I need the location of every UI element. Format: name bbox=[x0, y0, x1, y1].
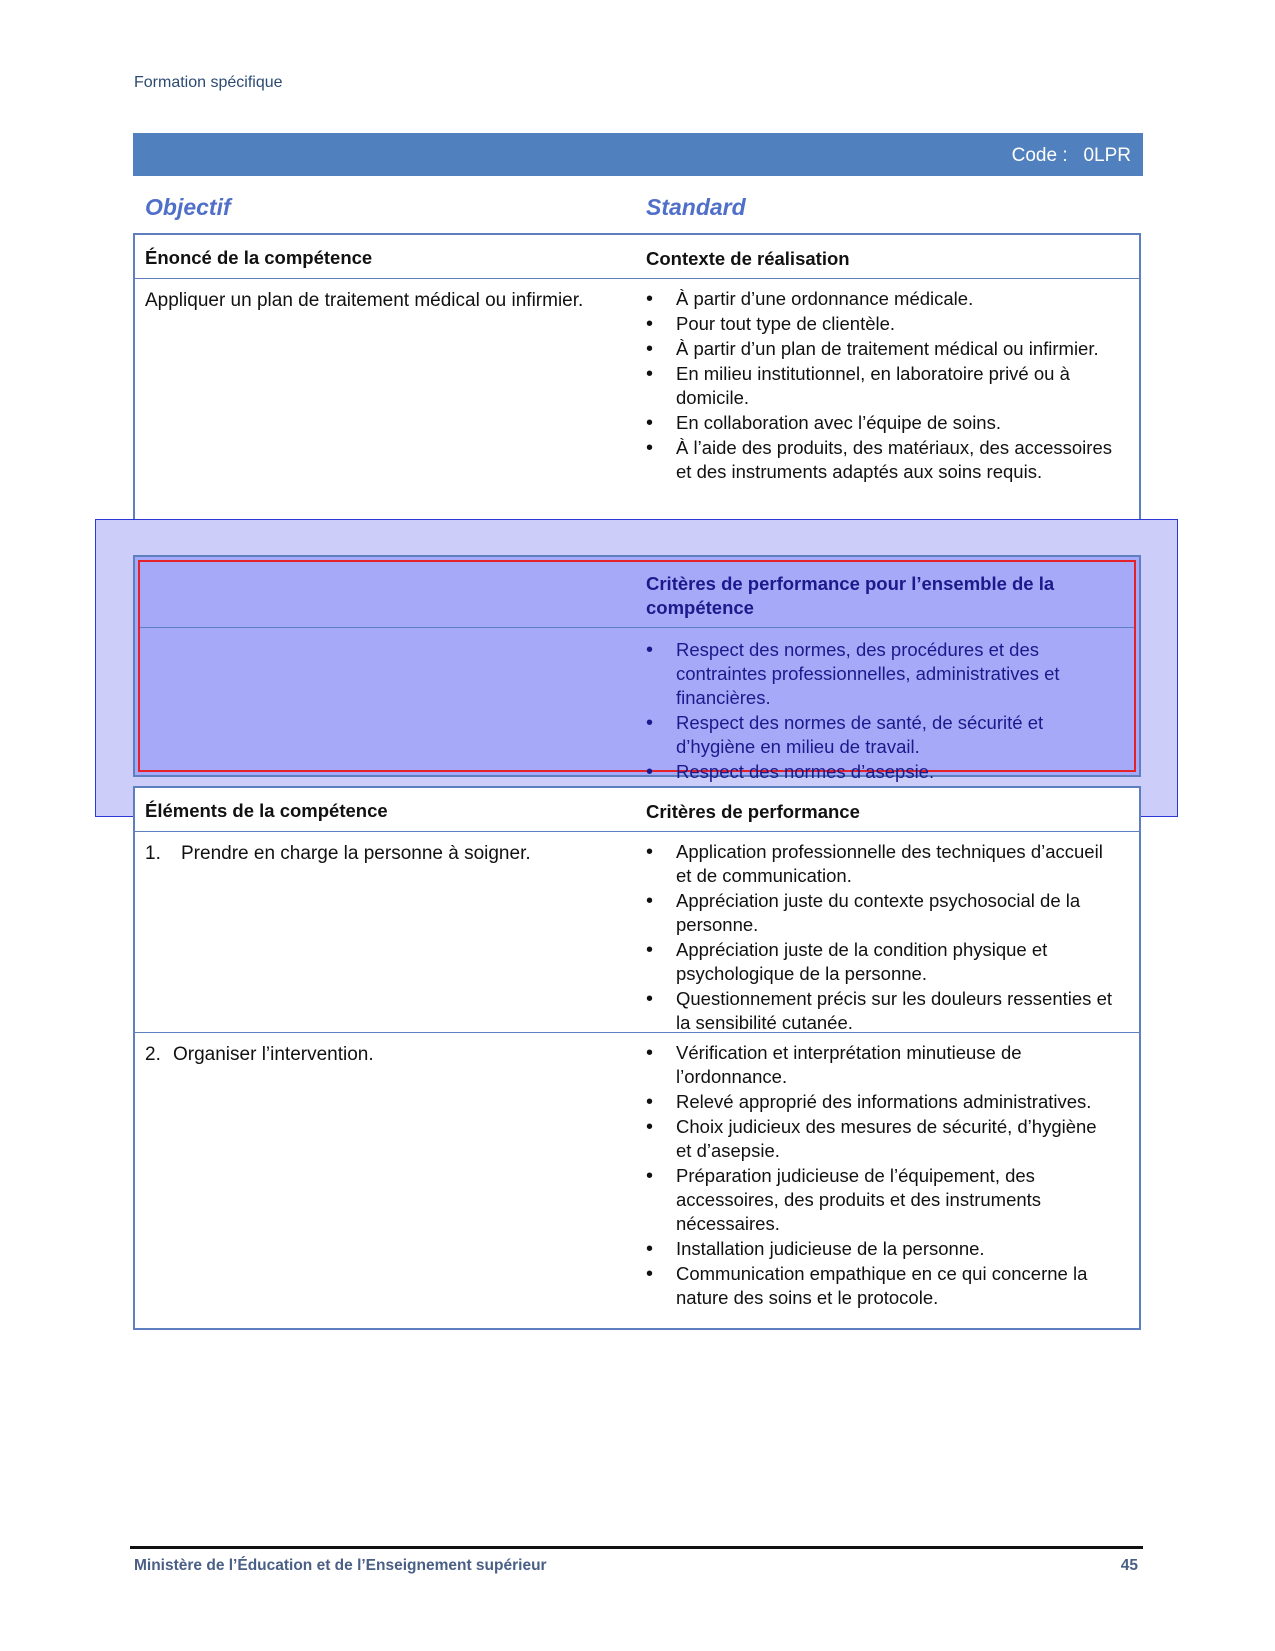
standard-heading: Standard bbox=[646, 194, 746, 220]
program-code bbox=[1012, 145, 1131, 167]
competence-row bbox=[135, 279, 1139, 527]
context-cell bbox=[646, 287, 1116, 485]
criteria-list bbox=[646, 840, 1116, 1035]
criteria-list bbox=[646, 1041, 1116, 1310]
list-item: • Respect des normes, des procédures et des contraintes professionnelles, administratives et financières. bbox=[646, 638, 1106, 710]
list-item: • Installation judicieuse de la personne. bbox=[646, 1237, 1116, 1261]
running-title: Formation spécifique bbox=[134, 74, 283, 91]
code-band bbox=[133, 133, 1143, 176]
elements-section-header bbox=[135, 788, 1139, 832]
list-item: • Pour tout type de clientèle. bbox=[646, 312, 1116, 336]
list-item: • Appréciation juste du contexte psychosocial de la personne. bbox=[646, 889, 1116, 937]
code-value: 0LPR bbox=[1083, 145, 1131, 166]
list-item: • Communication empathique en ce qui concerne la nature des soins et le protocole. bbox=[646, 1262, 1116, 1310]
overall-criteria-heading: Critères de performance pour l’ensemble de la compétence bbox=[646, 573, 1055, 618]
list-item: • Préparation judicieuse de l’équipement, des accessoires, des produits et des instruments nécessaires. bbox=[646, 1164, 1116, 1236]
list-item: • Relevé approprié des informations administratives. bbox=[646, 1090, 1116, 1114]
table-row bbox=[135, 832, 1139, 1033]
list-item: • Vérification et interprétation minutieuse de l’ordonnance. bbox=[646, 1041, 1116, 1089]
criteria-cell bbox=[646, 1041, 1116, 1311]
list-item: • En milieu institutionnel, en laboratoire privé ou à domicile. bbox=[646, 362, 1116, 410]
list-item: • Choix judicieux des mesures de sécurité, d’hygiène et d’asepsie. bbox=[646, 1115, 1116, 1163]
competence-section bbox=[133, 233, 1141, 529]
list-item: • En collaboration avec l’équipe de soins. bbox=[646, 411, 1116, 435]
selection-outline bbox=[138, 560, 1136, 782]
overall-criteria-header bbox=[140, 562, 1134, 628]
competence-section-header bbox=[135, 235, 1139, 279]
list-item: • À partir d’un plan de traitement médical ou infirmier. bbox=[646, 337, 1116, 361]
element-number: 2. bbox=[145, 1044, 161, 1065]
table-row bbox=[135, 1033, 1139, 1329]
overall-criteria-list bbox=[646, 638, 1106, 784]
page-number: 45 bbox=[1120, 1557, 1138, 1574]
footer-ministry: Ministère de l’Éducation et de l’Enseignement supérieur bbox=[134, 1557, 547, 1574]
list-item: • Questionnement précis sur les douleurs ressenties et la sensibilité cutanée. bbox=[646, 987, 1116, 1035]
context-heading: Contexte de réalisation bbox=[646, 248, 850, 269]
element-label bbox=[145, 1043, 625, 1067]
elements-section bbox=[133, 786, 1141, 1330]
competence-statement-heading: Énoncé de la compétence bbox=[145, 247, 373, 268]
performance-criteria-heading: Critères de performance bbox=[646, 801, 860, 822]
list-item: • Appréciation juste de la condition physique et psychologique de la personne. bbox=[646, 938, 1116, 986]
list-item: • Respect des normes de santé, de sécurité et d’hygiène en milieu de travail. bbox=[646, 711, 1106, 759]
element-text: Prendre en charge la personne à soigner. bbox=[181, 843, 531, 864]
element-number: 1. bbox=[145, 843, 161, 864]
list-item: • Respect des normes d’asepsie. bbox=[646, 760, 1106, 784]
code-label: Code : bbox=[1011, 145, 1068, 166]
element-text: Organiser l’intervention. bbox=[173, 1044, 374, 1065]
overall-criteria-section bbox=[133, 555, 1141, 782]
overall-criteria-cell bbox=[646, 638, 1106, 785]
list-item: • À partir d’une ordonnance médicale. bbox=[646, 287, 1116, 311]
elements-heading: Éléments de la compétence bbox=[145, 800, 388, 821]
footer-rule bbox=[130, 1546, 1143, 1549]
criteria-cell bbox=[646, 840, 1116, 1036]
objective-heading: Objectif bbox=[145, 194, 231, 220]
context-list bbox=[646, 287, 1116, 484]
competence-statement: Appliquer un plan de traitement médical ou infirmier. bbox=[145, 290, 584, 311]
list-item: • À l’aide des produits, des matériaux, des accessoires et des instruments adaptés aux soins requis. bbox=[646, 436, 1116, 484]
list-item: • Application professionnelle des techniques d’accueil et de communication. bbox=[646, 840, 1116, 888]
element-label bbox=[145, 842, 625, 866]
